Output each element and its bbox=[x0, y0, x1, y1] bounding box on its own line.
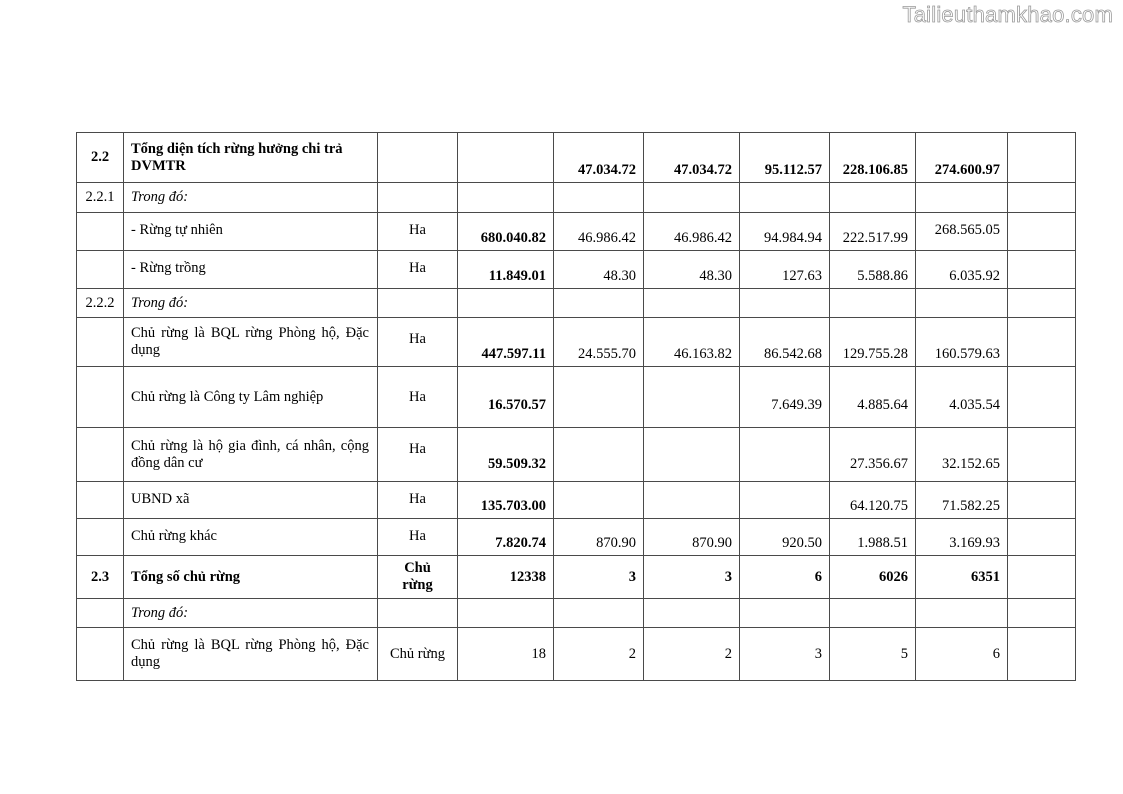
row-value-3: 86.542.68 bbox=[740, 318, 830, 367]
row-value-3: 94.984.94 bbox=[740, 213, 830, 251]
row-value-4 bbox=[830, 289, 916, 318]
row-value-1 bbox=[554, 183, 644, 213]
row-stt: 2.2 bbox=[77, 133, 124, 183]
row-total: 16.570.57 bbox=[458, 367, 554, 428]
row-value-2: 47.034.72 bbox=[644, 133, 740, 183]
row-total: 12338 bbox=[458, 556, 554, 599]
row-unit: Ha bbox=[378, 213, 458, 251]
row-unit: Chủ rừng bbox=[378, 628, 458, 681]
row-value-6 bbox=[1008, 251, 1076, 289]
row-value-4: 222.517.99 bbox=[830, 213, 916, 251]
row-value-3: 95.112.57 bbox=[740, 133, 830, 183]
row-stt bbox=[77, 367, 124, 428]
row-total bbox=[458, 183, 554, 213]
row-value-6 bbox=[1008, 289, 1076, 318]
row-value-1 bbox=[554, 367, 644, 428]
row-total: 135.703.00 bbox=[458, 482, 554, 519]
row-value-6 bbox=[1008, 482, 1076, 519]
row-value-3 bbox=[740, 428, 830, 482]
table-row bbox=[77, 213, 1076, 251]
row-value-1 bbox=[554, 289, 644, 318]
row-value-2 bbox=[644, 599, 740, 628]
row-value-6 bbox=[1008, 367, 1076, 428]
row-value-3: 7.649.39 bbox=[740, 367, 830, 428]
row-value-2: 48.30 bbox=[644, 251, 740, 289]
row-value-1: 870.90 bbox=[554, 519, 644, 556]
row-value-6 bbox=[1008, 133, 1076, 183]
row-value-2 bbox=[644, 183, 740, 213]
row-unit bbox=[378, 289, 458, 318]
table-row bbox=[77, 133, 1076, 183]
row-value-2 bbox=[644, 289, 740, 318]
row-value-5: 6 bbox=[916, 628, 1008, 681]
row-value-2: 46.986.42 bbox=[644, 213, 740, 251]
table-row bbox=[77, 367, 1076, 428]
row-value-3: 127.63 bbox=[740, 251, 830, 289]
row-value-5: 3.169.93 bbox=[916, 519, 1008, 556]
row-total: 7.820.74 bbox=[458, 519, 554, 556]
row-name: Trong đó: bbox=[124, 599, 378, 628]
row-value-1 bbox=[554, 482, 644, 519]
row-value-4: 5.588.86 bbox=[830, 251, 916, 289]
row-value-3 bbox=[740, 599, 830, 628]
table-row bbox=[77, 318, 1076, 367]
row-value-6 bbox=[1008, 318, 1076, 367]
row-total: 11.849.01 bbox=[458, 251, 554, 289]
forest-data-table bbox=[76, 132, 1076, 681]
row-value-3 bbox=[740, 289, 830, 318]
row-total: 18 bbox=[458, 628, 554, 681]
row-name: Chủ rừng khác bbox=[124, 519, 378, 556]
table-row bbox=[77, 628, 1076, 681]
row-value-5: 6.035.92 bbox=[916, 251, 1008, 289]
row-value-1: 48.30 bbox=[554, 251, 644, 289]
row-unit bbox=[378, 599, 458, 628]
row-value-6 bbox=[1008, 213, 1076, 251]
table-row bbox=[77, 599, 1076, 628]
row-value-3 bbox=[740, 183, 830, 213]
row-value-2: 3 bbox=[644, 556, 740, 599]
row-unit: Ha bbox=[378, 367, 458, 428]
row-stt bbox=[77, 482, 124, 519]
row-total bbox=[458, 133, 554, 183]
row-value-1: 2 bbox=[554, 628, 644, 681]
row-stt: 2.2.1 bbox=[77, 183, 124, 213]
row-name: Chủ rừng là BQL rừng Phòng hộ, Đặc dụng bbox=[124, 318, 378, 367]
row-value-6 bbox=[1008, 183, 1076, 213]
table-row bbox=[77, 428, 1076, 482]
row-value-5: 268.565.05 bbox=[916, 213, 1008, 251]
row-value-2 bbox=[644, 428, 740, 482]
row-value-6 bbox=[1008, 428, 1076, 482]
row-unit: Ha bbox=[378, 318, 458, 367]
row-stt bbox=[77, 519, 124, 556]
row-value-2 bbox=[644, 367, 740, 428]
row-stt bbox=[77, 213, 124, 251]
table-row bbox=[77, 251, 1076, 289]
row-value-4: 4.885.64 bbox=[830, 367, 916, 428]
row-value-1: 47.034.72 bbox=[554, 133, 644, 183]
row-name: Trong đó: bbox=[124, 183, 378, 213]
row-value-4: 64.120.75 bbox=[830, 482, 916, 519]
row-name: - Rừng trồng bbox=[124, 251, 378, 289]
row-stt bbox=[77, 251, 124, 289]
table-row bbox=[77, 519, 1076, 556]
row-value-2: 2 bbox=[644, 628, 740, 681]
row-value-4: 1.988.51 bbox=[830, 519, 916, 556]
row-name: Tổng diện tích rừng hưởng chi trả DVMTR bbox=[124, 133, 378, 183]
row-name: Tổng số chủ rừng bbox=[124, 556, 378, 599]
row-unit: Ha bbox=[378, 482, 458, 519]
row-value-5: 160.579.63 bbox=[916, 318, 1008, 367]
row-value-5: 274.600.97 bbox=[916, 133, 1008, 183]
row-stt bbox=[77, 428, 124, 482]
watermark-text: Tailieuthamkhao.com bbox=[902, 2, 1113, 27]
row-name: Chủ rừng là Công ty Lâm nghiệp bbox=[124, 367, 378, 428]
row-name: Chủ rừng là hộ gia đình, cá nhân, cộng đồng dân cư bbox=[124, 428, 378, 482]
row-stt: 2.2.2 bbox=[77, 289, 124, 318]
table-row bbox=[77, 289, 1076, 318]
row-value-4: 129.755.28 bbox=[830, 318, 916, 367]
row-name: - Rừng tự nhiên bbox=[124, 213, 378, 251]
row-value-5 bbox=[916, 599, 1008, 628]
row-name: Chủ rừng là BQL rừng Phòng hộ, Đặc dụng bbox=[124, 628, 378, 681]
row-stt bbox=[77, 628, 124, 681]
row-value-1 bbox=[554, 428, 644, 482]
row-value-4: 27.356.67 bbox=[830, 428, 916, 482]
row-total: 680.040.82 bbox=[458, 213, 554, 251]
row-value-5: 32.152.65 bbox=[916, 428, 1008, 482]
row-value-2: 870.90 bbox=[644, 519, 740, 556]
row-value-6 bbox=[1008, 628, 1076, 681]
row-unit: Ha bbox=[378, 251, 458, 289]
row-value-1: 46.986.42 bbox=[554, 213, 644, 251]
table-row bbox=[77, 556, 1076, 599]
row-value-2 bbox=[644, 482, 740, 519]
row-value-4: 5 bbox=[830, 628, 916, 681]
row-total: 59.509.32 bbox=[458, 428, 554, 482]
row-value-6 bbox=[1008, 519, 1076, 556]
row-name: UBND xã bbox=[124, 482, 378, 519]
row-total bbox=[458, 289, 554, 318]
row-value-1: 3 bbox=[554, 556, 644, 599]
row-value-6 bbox=[1008, 556, 1076, 599]
row-value-4 bbox=[830, 599, 916, 628]
row-value-1: 24.555.70 bbox=[554, 318, 644, 367]
row-value-5 bbox=[916, 183, 1008, 213]
row-value-4: 228.106.85 bbox=[830, 133, 916, 183]
row-value-6 bbox=[1008, 599, 1076, 628]
row-value-4: 6026 bbox=[830, 556, 916, 599]
row-value-3: 3 bbox=[740, 628, 830, 681]
row-unit: Chủ rừng bbox=[378, 556, 458, 599]
row-value-3 bbox=[740, 482, 830, 519]
row-value-1 bbox=[554, 599, 644, 628]
row-total: 447.597.11 bbox=[458, 318, 554, 367]
row-value-4 bbox=[830, 183, 916, 213]
row-total bbox=[458, 599, 554, 628]
row-value-5: 4.035.54 bbox=[916, 367, 1008, 428]
row-stt: 2.3 bbox=[77, 556, 124, 599]
row-name: Trong đó: bbox=[124, 289, 378, 318]
row-value-2: 46.163.82 bbox=[644, 318, 740, 367]
table-row bbox=[77, 183, 1076, 213]
row-value-5 bbox=[916, 289, 1008, 318]
row-unit bbox=[378, 133, 458, 183]
row-value-3: 920.50 bbox=[740, 519, 830, 556]
row-stt bbox=[77, 318, 124, 367]
row-value-5: 71.582.25 bbox=[916, 482, 1008, 519]
row-stt bbox=[77, 599, 124, 628]
table-row bbox=[77, 482, 1076, 519]
row-value-5: 6351 bbox=[916, 556, 1008, 599]
row-unit: Ha bbox=[378, 428, 458, 482]
row-unit: Ha bbox=[378, 519, 458, 556]
row-value-3: 6 bbox=[740, 556, 830, 599]
row-unit bbox=[378, 183, 458, 213]
